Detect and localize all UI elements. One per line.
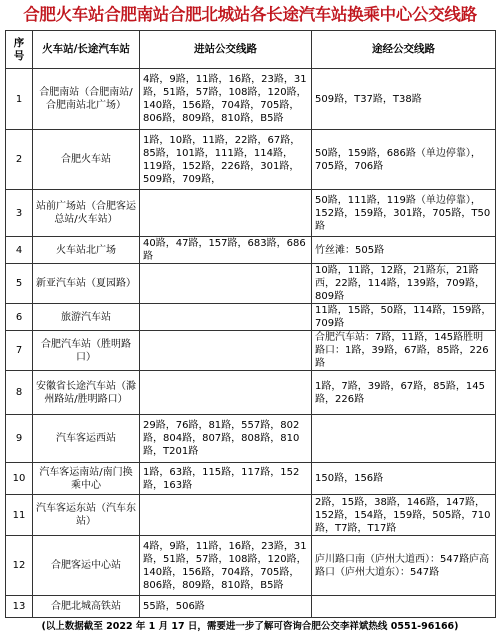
table-row (6, 596, 496, 618)
row-routes (140, 331, 312, 371)
row-station: 合肥南站（合肥南站/合肥南站北广场） (33, 69, 140, 130)
table-row (6, 69, 496, 130)
table-row (6, 190, 496, 237)
row-no: 1 (6, 69, 33, 130)
row-routes: 40路，47路，157路，683路，686路 (140, 237, 312, 264)
row-routes (140, 304, 312, 331)
header-no: 序号 (6, 31, 33, 69)
row-station: 合肥北城高铁站 (33, 596, 140, 618)
table-row (6, 463, 496, 495)
row-no: 11 (6, 495, 33, 536)
row-passing: 509路，T37路，T38路 (312, 69, 496, 130)
row-routes: 4路，9路，11路，16路，23路，31路，51路，57路，108路，120路，140路，156路，704路，705路，806路，809路，810路，B5路 (140, 536, 312, 596)
row-station: 旅游汽车站 (33, 304, 140, 331)
row-no: 4 (6, 237, 33, 264)
row-no: 6 (6, 304, 33, 331)
row-passing (312, 596, 496, 618)
row-passing: 50路，111路，119路（单边停靠），152路，159路，301路，705路，T50路 (312, 190, 496, 237)
page-title: 合肥火车站合肥南站合肥北城站各长途汽车站换乘中心公交线路 (23, 5, 477, 24)
row-no: 13 (6, 596, 33, 618)
table-row (6, 130, 496, 190)
row-passing: 50路，159路，686路（单边停靠），705路，706路 (312, 130, 496, 190)
table-row (6, 304, 496, 331)
row-routes: 1路，10路，11路，22路，67路，85路，101路，111路，114路，119路，152路，226路，301路，509路，709路， (140, 130, 312, 190)
row-passing: 1路，7路，39路，67路，85路，145路，226路 (312, 371, 496, 415)
row-station: 新亚汽车站（夏园路） (33, 264, 140, 304)
table-row (6, 371, 496, 415)
row-no: 8 (6, 371, 33, 415)
row-routes: 4路，9路，11路，16路，23路，31路，51路，57路，108路，120路，140路，156路，704路，705路，806路，809路，810路，B5路 (140, 69, 312, 130)
row-passing: 150路，156路 (312, 463, 496, 495)
row-no: 3 (6, 190, 33, 237)
table-header-row (6, 31, 496, 69)
row-routes (140, 190, 312, 237)
row-station: 站前广场站（合肥客运总站/火车站） (33, 190, 140, 237)
row-routes (140, 264, 312, 304)
table-row (6, 415, 496, 463)
row-station: 汽车客运南站/南门换乘中心 (33, 463, 140, 495)
row-routes (140, 495, 312, 536)
row-station: 合肥汽车站（胜明路口） (33, 331, 140, 371)
row-passing: 10路，11路，12路，21路东，21路西，22路，114路，139路，709路，809路 (312, 264, 496, 304)
row-passing (312, 415, 496, 463)
row-passing: 竹丝滩：505路 (312, 237, 496, 264)
row-no: 12 (6, 536, 33, 596)
row-routes: 1路，63路，115路，117路，152路，163路 (140, 463, 312, 495)
bus-route-table (5, 30, 496, 618)
row-station: 安徽省长途汽车站（滁州路站/胜明路口） (33, 371, 140, 415)
row-no: 10 (6, 463, 33, 495)
row-passing: 庐川路口南（庐州大道西）：547路庐高路口（庐州大道东）：547路 (312, 536, 496, 596)
row-no: 2 (6, 130, 33, 190)
header-passing: 途经公交线路 (312, 31, 496, 69)
header-station: 火车站/长途汽车站 (33, 31, 140, 69)
row-no: 7 (6, 331, 33, 371)
header-routes: 进站公交线路 (140, 31, 312, 69)
row-station: 汽车客运东站（汽车东站） (33, 495, 140, 536)
row-passing: 合肥汽车站：7路，11路，145路胜明路口：1路，39路，67路，85路，226路 (312, 331, 496, 371)
row-passing: 11路，15路，50路，114路，159路，709路 (312, 304, 496, 331)
table-row (6, 264, 496, 304)
row-station: 合肥火车站 (33, 130, 140, 190)
row-station: 合肥客运中心站 (33, 536, 140, 596)
row-no: 5 (6, 264, 33, 304)
row-passing: 2路，15路，38路，146路，147路，152路，154路，159路，505路，710路，T7路，T17路 (312, 495, 496, 536)
row-station: 汽车客运西站 (33, 415, 140, 463)
row-routes: 55路，506路 (140, 596, 312, 618)
table-row (6, 495, 496, 536)
row-routes: 29路，76路，81路，557路，802路，804路，807路，808路，810路，T201路 (140, 415, 312, 463)
table-row (6, 536, 496, 596)
row-routes (140, 371, 312, 415)
table-row (6, 237, 496, 264)
row-station: 火车站北广场 (33, 237, 140, 264)
row-no: 9 (6, 415, 33, 463)
table-row (6, 331, 496, 371)
footnote: (以上数据截至 2022 年 1 月 17 日，需要进一步了解可咨询合肥公交李祥斌热线 0551-96166) (41, 621, 459, 632)
